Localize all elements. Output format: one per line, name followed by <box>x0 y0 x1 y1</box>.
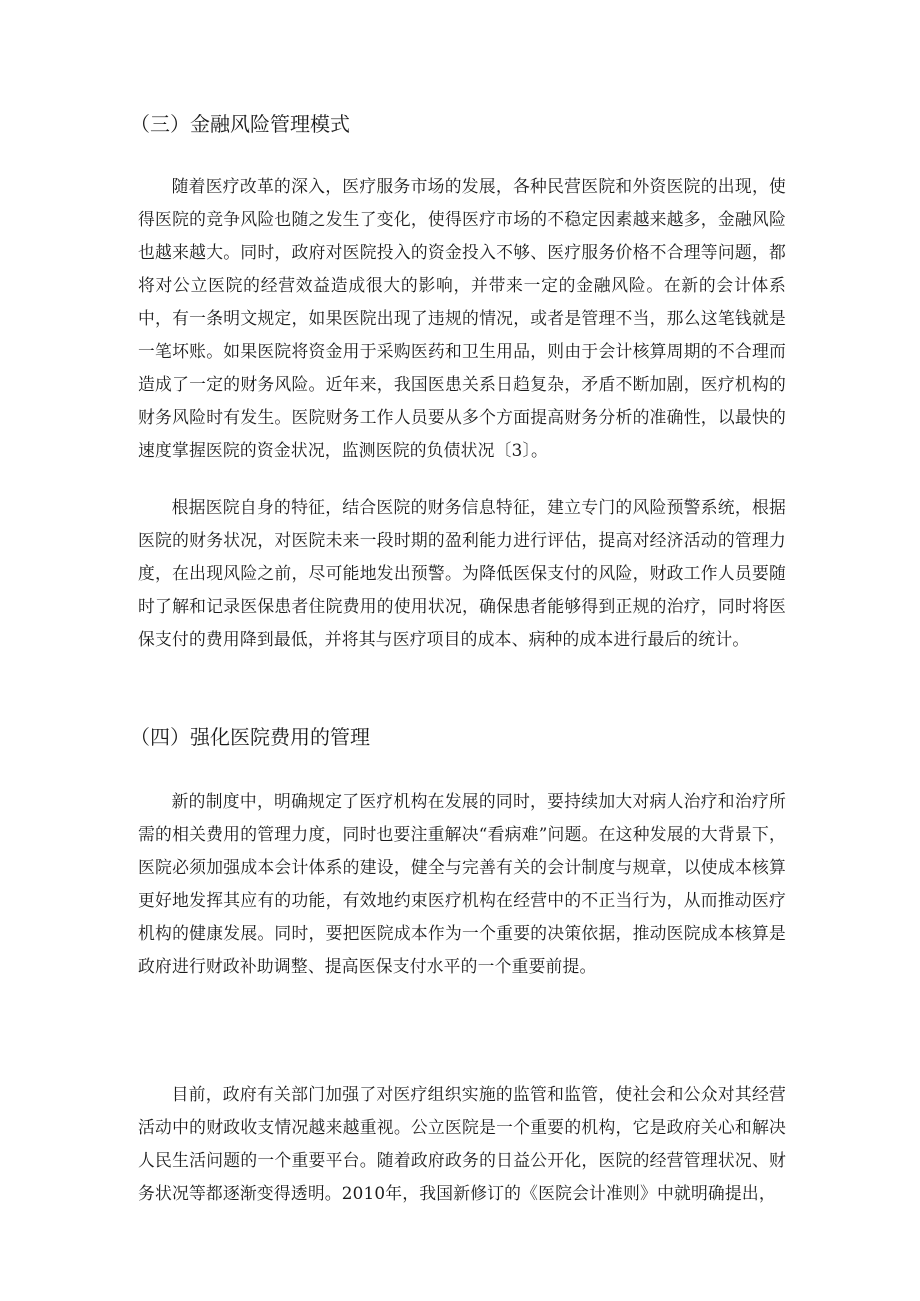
section-heading-3: （三）金融风险管理模式 <box>130 112 350 136</box>
paragraph-cost-management: 新的制度中，明确规定了医疗机构在发展的同时，要持续加大对病人治疗和治疗所需的相关费用的管理力度，同时也要注重解决“看病难”问题。在这种发展的大背景下，医院必须加强成本会计体系的建设，健全与完善有关的会计制度与规章，以使成本核算更好地发挥其应有的功能，有效地约束医疗机构在经营中的不正当行为，从而推动医疗机构的健康发展。同时，要把医院成本作为一个重要的决策依据，推动医院成本核算是政府进行财政补助调整、提高医保支付水平的一个重要前提。 <box>138 791 786 976</box>
paragraph-financial-risk: 随着医疗改革的深入，医疗服务市场的发展，各种民营医院和外资医院的出现，使得医院的竞争风险也随之发生了变化，使得医疗市场的不稳定因素越来越多，金融风险也越来越大。同时，政府对医院投入的资金投入不够、医疗服务价格不合理等问题，都将对公立医院的经营效益造成很大的影响，并带来一定的金融风险。在新的会计体系中，有一条明文规定，如果医院出现了违规的情况，或者是管理不当，那么这笔钱就是一笔坏账。如果医院将资金用于采购医药和卫生用品，则由于会计核算周期的不合理而造成了一定的财务风险。近年来，我国医患关系日趋复杂，矛盾不断加剧，医疗机构的财务风险时有发生。医院财务工作人员要从多个方面提高财务分析的准确性，以最快的速度掌握医院的资金状况，监测医院的负债状况〔3〕。 <box>138 176 786 460</box>
paragraph-risk-warning: 根据医院自身的特征，结合医院的财务信息特征，建立专门的风险预警系统，根据医院的财务状况，对医院未来一段时期的盈利能力进行评估，提高对经济活动的管理力度，在出现风险之前，尽可能地发出预警。为降低医保支付的风险，财政工作人员要随时了解和记录医保患者住院费用的使用状况，确保患者能够得到正规的治疗，同时将医保支付的费用降到最低，并将其与医疗项目的成本、病种的成本进行最后的统计。 <box>138 497 786 649</box>
paragraph-supervision: 目前，政府有关部门加强了对医疗组织实施的监管和监管，使社会和公众对其经营活动中的财政收支情况越来越重视。公立医院是一个重要的机构，它是政府关心和解决人民生活问题的一个重要平台。随着政府政务的日益公开化，医院的经营管理状况、财务状况等都逐渐变得透明。2010年，我国新修订的《医院会计准则》中就明确提出， <box>138 1084 786 1203</box>
section-heading-4: （四）强化医院费用的管理 <box>130 725 370 749</box>
